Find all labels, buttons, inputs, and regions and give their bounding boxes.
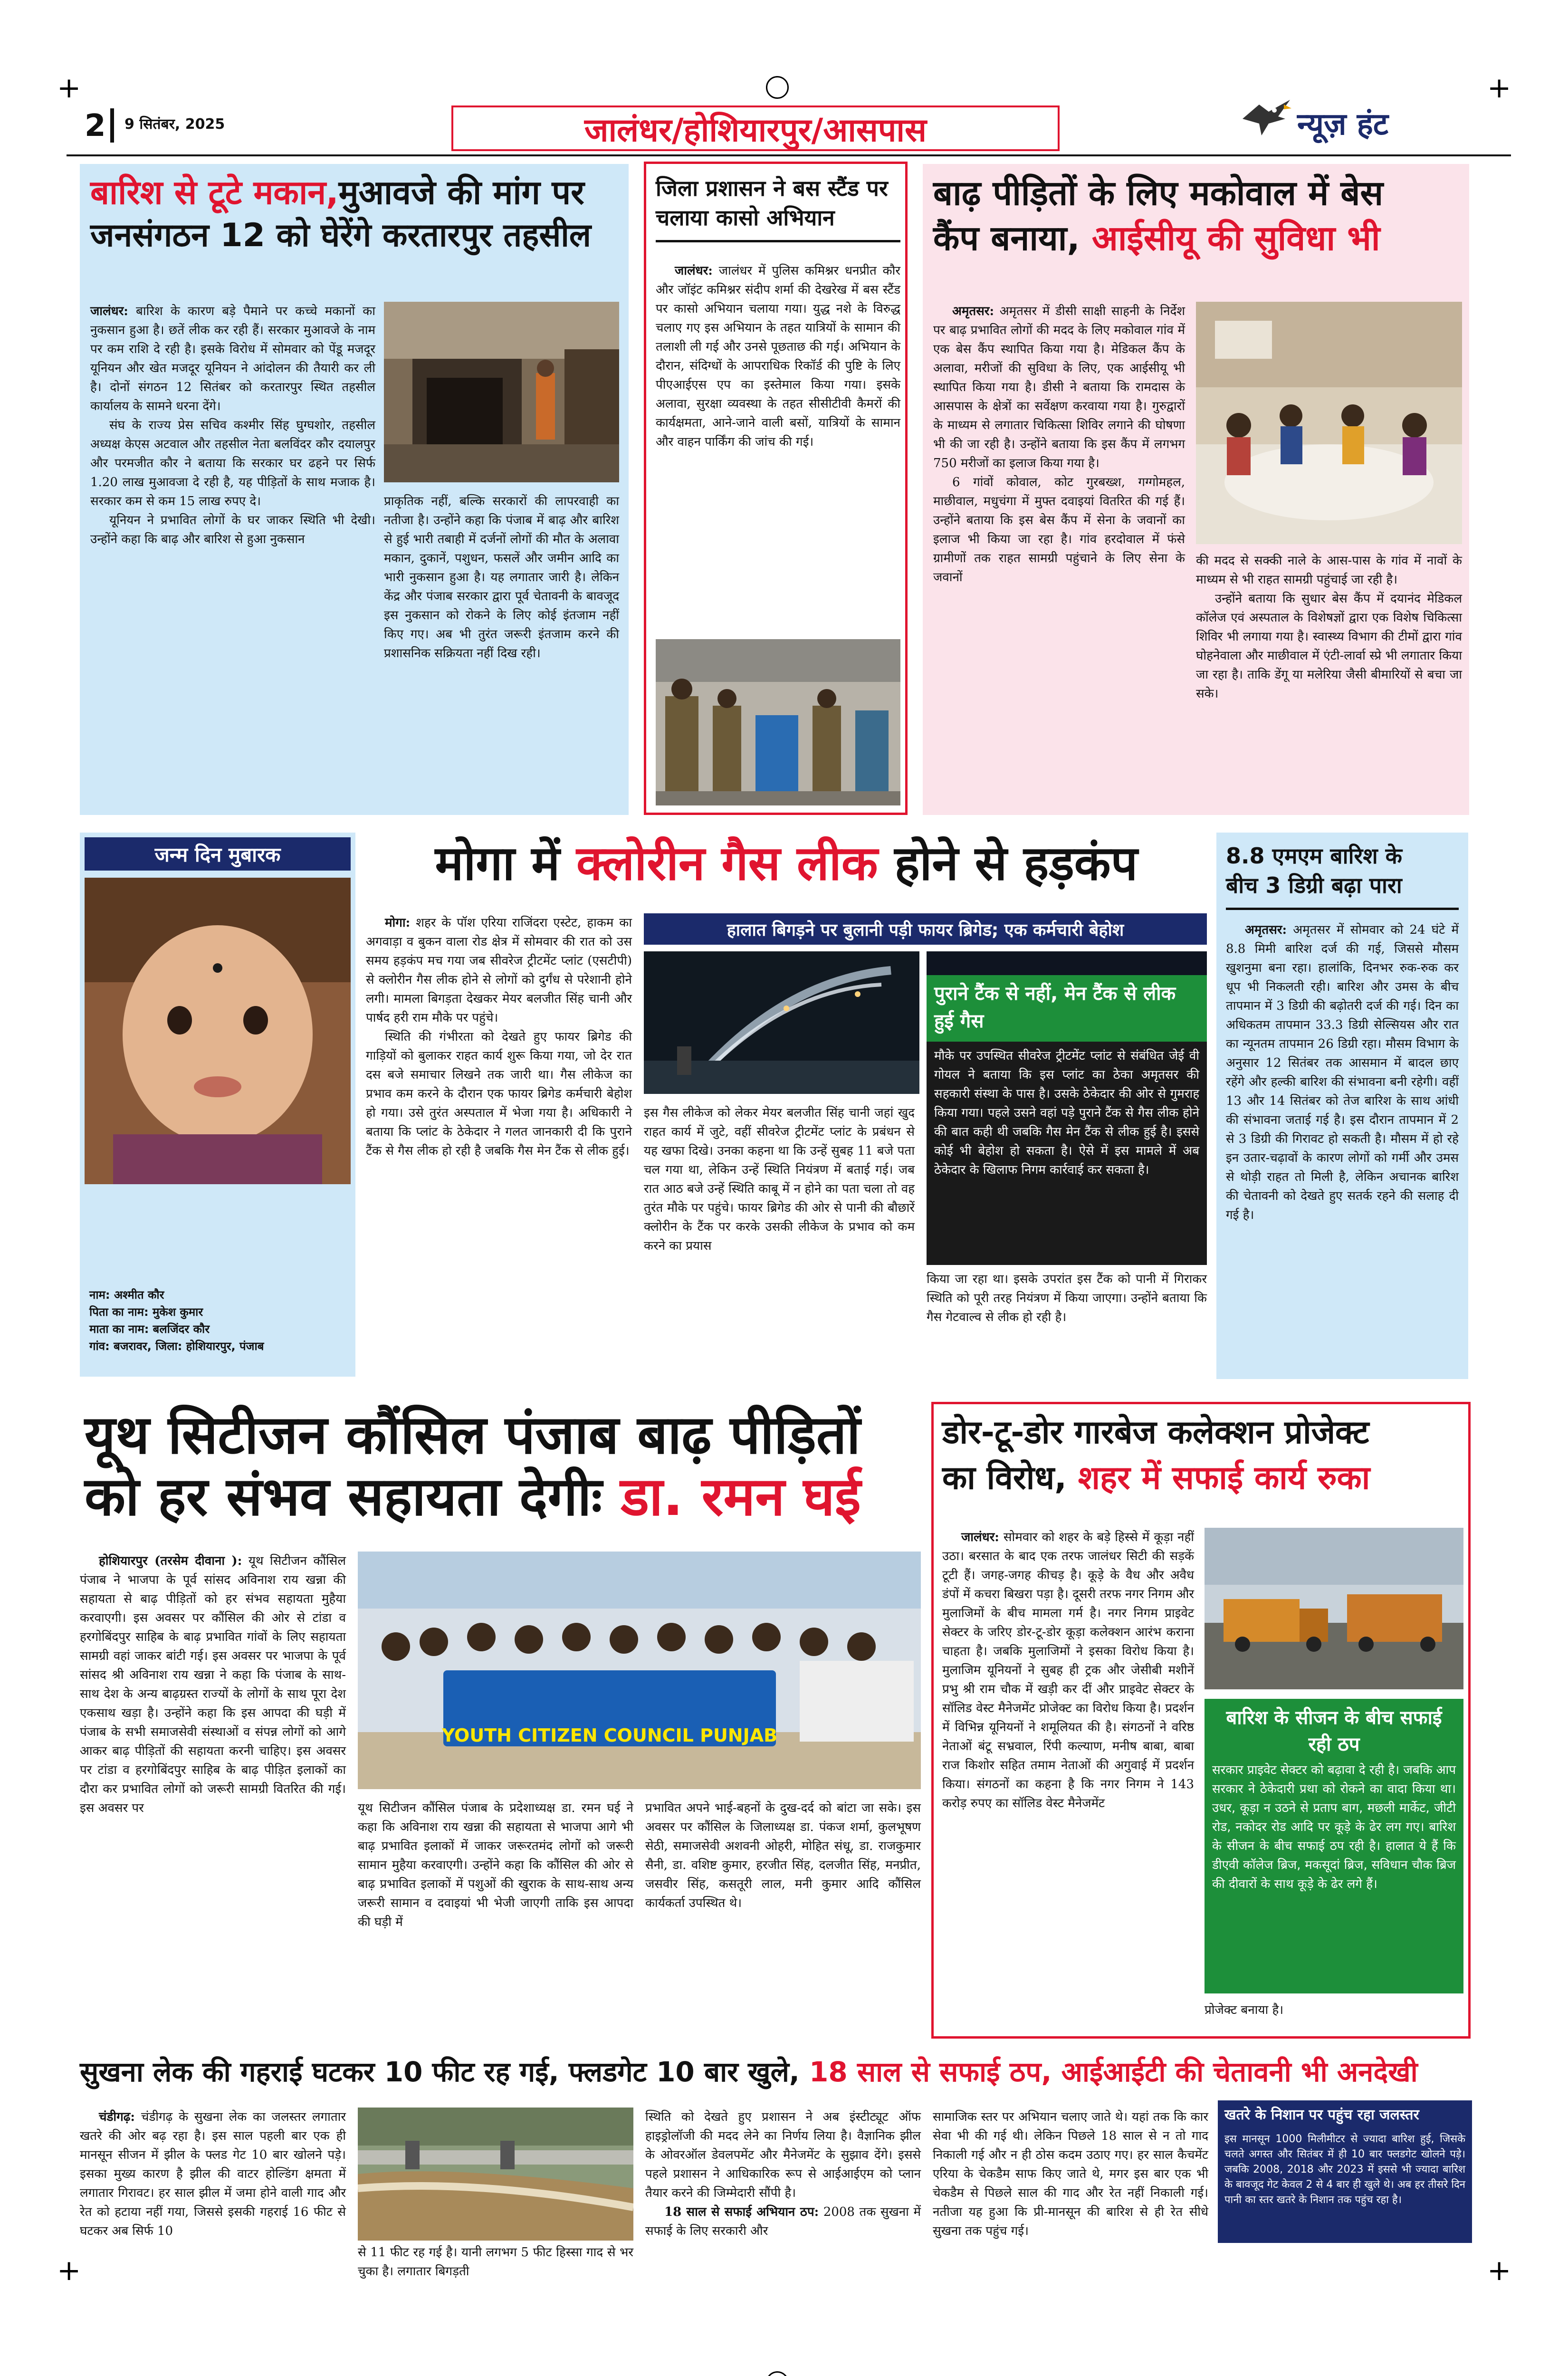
article-body [933,302,1185,587]
article-body [80,1552,346,1818]
registration-mark: + [57,71,81,105]
headline: बाढ़ पीड़ितों के लिए मकोवाल में बेस [933,173,1384,213]
article-body [1226,920,1459,1225]
article-body-2 [1196,551,1462,703]
paragraph: सामाजिक स्तर पर अभियान चलाए जाते थे। यहां तक कि कार सेवा भी की गई थी। लेकिन पिछले 18 साल से न तो गाद निकाली गई और न ही ठोस कदम उठाए गए। हर साल कैचमेंट एरिया के चेकडैम साफ किए जाते थे, मगर इस बार एक भी चेकडैम से पिछले साल की गाद और रेत नहीं निकाली गई। नतीजा यह हुआ कि प्री-मानसून की बारिश से ही रेत सीधे सुखना तक पहुंच गई। [933,2110,1208,2238]
paragraph: प्रभावित अपने भाई-बहनों के दुख-दर्द को बांटा जा सके। इस अवसर पर कौंसिल के जिलाध्यक्ष डा. पंकज शर्मा, कुलभूषण सेठी, समाजसेवी अशवनी ओहरी, मोहित संधू, डा. राजकुमार सैनी, डा. वशिष्ट कुमार, हरजीत सिंह, दलजीत सिंह, मनप्रीत, जसवीर सिंह, कसतूरी लाल, मनी कुमार आदि कौंसिल कार्यकर्ता उपस्थित थे। [645,1801,921,1910]
headline-line2: का विरोध, शहर में सफाई कार्य रुका [942,1459,1370,1497]
paragraph: स्थिति को देखते हुए प्रशासन ने अब इंस्टीट्यूट ऑफ हाइड्रोलॉजी की मदद लेने का निर्णय लिया है। वैज्ञानिक झील के ओवरऑल डेवलपमेंट और मैनेजमेंट के सुझाव देंगे। इससे पहले प्रशासन ने आधिकारिक रूप से आईआईएम को प्लान तैयार करने की जिम्मेदारी सौंपी है। [645,2110,921,2200]
article-makowal-camp [923,164,1469,815]
article-youth-council [80,1404,921,2036]
article-body [366,913,632,1160]
divider [1226,908,1459,910]
dateline: अमृतसर: [952,304,994,318]
article-body-2 [645,2108,921,2241]
svg-text:YOUTH CITIZEN COUNCIL PUNJAB: YOUTH CITIZEN COUNCIL PUNJAB [441,1725,778,1746]
paragraph: प्रोजेक्ट बनाया है। [1205,2003,1284,2017]
paragraph: इस गैस लीकेज को लेकर मेयर बलजीत सिंह चानी जहां खुद राहत कार्य में जुटे, वहीं सीवरेज ट्रीटमेंट प्लांट के प्रबंधन से यह खफा दिखे। उनका कहना था कि उन्हें सुबह 11 बजे पता चल गया था, लेकिन उन्हें स्थिति नियंत्रण में बताई गई। जब रात आठ बजे उन्हें स्थिति काबू में न होने का पता चला तो वह तुरंत मौके पर पहुंचे। फायर ब्रिगेड की ओर से पानी की बौछारें क्लोरीन के टैंक पर करके उसकी लीकेज के प्रभाव को कम करने का प्रयास [644,1106,915,1253]
brand-name: न्यूज़ हंट [1297,107,1389,142]
photo-sukhna-floodgate [358,2108,633,2241]
father-name: पिता का नाम: मुकेश कुमार [89,1305,203,1319]
article-garbage-protest [931,1402,1471,2039]
headline: सुखना लेक की गहराई घटकर 10 फीट रह गई, फ्लडगेट 10 बार खुले, 18 साल से सफाई ठप, आईआईटी की चेतावनी भी अनदेखी [80,2056,1418,2088]
dateline: जालंधर: [675,264,713,278]
headline-line2: कैंप बनाया, आईसीयू की सुविधा भी [933,218,1380,258]
article-kartarpur [80,164,629,815]
header-rule [67,154,1511,156]
photo-trucks-road [1205,1528,1463,1689]
sidebar-text: मौके पर उपस्थित सीवरेज ट्रीटमेंट प्लांट से संबंधित जेई वी गोयल ने बताया कि इस प्लांट का ठेका अमृतसर की सहकारी संस्था के पास है। उसके ठेकेदार की ओर से गुमराह किया गया। पहले उसने वहां पड़े पुराने टैंक से गैस लीक होने की बात कही थी जबकि गैस मेन टैंक से लीक हुई है। इससे कोई भी बेहोश हो सकता है। ऐसे में इस मामले में अब ठेकेदार के खिलाफ निगम कार्रवाई कर सकता है। [934,1049,1199,1177]
sidebar-title: बारिश के सीजन के बीच सफाई रही ठप [1226,1707,1442,1755]
headline: 8.8 एमएम बारिश के बीच 3 डिग्री बढ़ा पारा [1226,843,1402,898]
photo-police-bus-stand [656,639,900,805]
paragraph: शहर के पॉश एरिया राजिंदरा एस्टेट, हाकम का अगवाड़ा व बुकन वाला रोड क्षेत्र में सोमवार की रात को उस समय हड़कंप मच गया जब सीवरेज ट्रीटमेंट प्लांट (एसटीपी) से क्लोरीन गैस लीक होने से लोगों को दुर्गंध से परेशानी होने लगी। मामला बिगड़ता देखकर मेयर बलजीत सिंह चानी और पार्षद हरी राम मौके पर पहुंचे। [366,916,632,1025]
paragraph: जालंधर में पुलिस कमिश्नर धनप्रीत कौर और जॉइंट कमिश्नर संदीप शर्मा की देखरेख में बस स्टैंड पर कासो अभियान चलाया गया। युद्ध नशे के विरुद्ध चलाए गए इस अभियान के तहत यात्रियों के सामान की तलाशी ली गई और उनसे पूछताछ की गई। अभियान के दौरान, संदिग्धों के आपराधिक रिकॉर्ड की पुष्टि के लिए पीएआईएस एप का इस्तेमाल किया गया। इसके अलावा, सुरक्षा व्यवस्था के तहत सीसीटीवी कैमरों की कार्यक्षमता, आने-जाने वाली बसों, यात्रियों के सामान और वाहन पार्किंग की जांच की गई। [656,264,900,449]
paragraph: 2008 तक सुखना में सफाई के लिए सरकारी और [645,2205,921,2238]
paragraph: यूथ सिटीजन कौंसिल पंजाब ने भाजपा के पूर्व सांसद अविनाश राय खन्ना की सहायता से बाढ़ पीड़ितों को हर संभव सहायता मुहैया करवाएगी। इस अवसर पर कौंसिल की ओर से टांडा व हरगोबिंदपुर साहिब के बाढ़ प्रभावित गांवों के लिए सहायता सामग्री वहां जाकर बांटी गई। इस अवसर पर भाजपा के पूर्व सांसद श्री अविनाश राय खन्ना ने कहा कि पंजाब के साथ-साथ देश के अन्य बाढ़ग्रस्त राज्यों के लोगों के साथ पूरा देश एकसाथ खड़ा है। उन्होंने कहा कि इस आपदा की घड़ी में पंजाब के सभी समाजसेवी संस्थाओं व संपन्न लोगों को आगे आकर बाढ़ पीड़ितों की सहायता करनी चाहिए। इस अवसर पर टांडा व हरगोबिंदपुर साहिब के बाढ़ पीड़ित इलाकों का दौरा कर प्रभावित लोगों को जरूरी सामग्री वितरित की गई। इस अवसर पर [80,1554,346,1815]
photo-fire-brigade-night [644,951,919,1094]
registration-mark: + [1487,2254,1511,2287]
headline: डोर-टू-डोर गारबेज कलेक्शन प्रोजेक्ट [942,1414,1369,1451]
sidebar-box [927,975,1207,1265]
dateline: जालंधर: [90,304,128,318]
paragraph: यूथ सिटीजन कौंसिल पंजाब के प्रदेशाध्यक्ष डा. रमन घई ने कहा कि अविनाश राय खन्ना की सहायता से भाजपा आगे भी बाढ़ प्रभावित इलाकों में जाकर जरूरतमंद लोगों को जरूरी सामान मुहैया करवाएगी। उन्होंने कहा कि कौंसिल की ओर से बाढ़ प्रभावित इलाकों में पशुओं की खुराक के साथ-साथ अन्य जरूरी सामान व दवाइयां भी भेजी जाएगी ताकि इस आपदा की घड़ी में [358,1801,633,1929]
registration-mark: + [1487,71,1511,105]
divider [110,108,114,143]
headline: मोगा में क्लोरीन गैस लीक होने से हड़कंप [435,835,1138,891]
paragraph: बारिश के कारण बड़े पैमाने पर कच्चे मकानों का नुकसान हुआ है। छतें लीक कर रही हैं। सरकार मुआवजे के नाम पर कम राशि दे रही है। इसके विरोध में सोमवार को पेंडू मजदूर यूनियन और खेत मजदूर यूनियन ने आंदोलन की तैयारी कर ली है। दोनों संगठन 12 सितंबर को करतारपुर स्थित तहसील कार्यालय के सामने धरना देंगे। [90,304,375,413]
divider [656,240,900,242]
headline: बारिश से टूटे मकान,मुआवजे की मांग पर [90,173,584,212]
headline: यूथ सिटीजन कौंसिल पंजाब बाढ़ पीड़ितों [85,1404,860,1466]
article-moga-gas-leak [366,833,1207,1379]
subhead: 18 साल से सफाई अभियान ठप: [664,2205,819,2219]
paragraph: स्थिति की गंभीरता को देखते हुए फायर ब्रिगेड की गाड़ियों को बुलाकर राहत कार्य शुरू किया गया, जो देर रात दस बजे समाचार लिखने तक जारी था। गैस लीकेज का प्रभाव कम करने के दौरान एक फायर ब्रिगेड कर्मचारी बेहोश हो गया। उसे तुरंत अस्पताल में भेजा गया है। अधिकारी ने बताया कि प्लांट के ठेकेदार ने गलत जानकारी दी कि पुराने टैंक से गैस लीक हो रही है जबकि गैस मेन टैंक से लीक हुई। [366,1030,632,1158]
paragraph: की मदद से सक्की नाले के आस-पास के गांव में नावों के माध्यम से भी राहत सामग्री पहुंचाई जा रही है। [1196,554,1462,587]
paragraph: अमृतसर में सोमवार को 24 घंटे में 8.8 मिमी बारिश दर्ज की गई, जिससे मौसम खुशनुमा बना रहा। हालांकि, दिनभर रुक-रुक कर धूप भी निकलती रही। बारिश और उमस के बीच तापमान में 3 डिग्री की बढ़ोतरी दर्ज की गई। दिन का अधिकतम तापमान 33.3 डिग्री सेल्सियस और रात का न्यूनतम तापमान 26 डिग्री रहा। मौसम विभाग के अनुसार 12 सितंबर तक आसमान में बादल छाए रहेंगे और हल्की बारिश की संभावना बनी रहेगी। वहीं 13 और 14 सितंबर को तेज बारिश के साथ आंधी की संभावना जताई गई है। इस दौरान तापमान में 2 से 3 डिग्री की गिरावट हो सकती है। मौसम में हो रहे इन उतार-चढ़ावों के कारण लोगों को गर्मी और उमस से थोड़ी राहत तो मिली है, लेकिन अचानक बारिश की चेतावनी को देखते हुए सतर्क रहने की सलाह दी गई है। [1226,923,1459,1222]
paragraph: प्राकृतिक नहीं, बल्कि सरकारों की लापरवाही का नतीजा है। उन्होंने कहा कि पंजाब में बाढ़ और बारिश से हुई भारी तबाही में दर्जनों लोगों की मौत के अलावा मकान, दुकानें, पशुधन, फसलें और जमीन आदि का भारी नुकसान हुआ है। यह लगातार जारी है। लेकिन केंद्र और पंजाब सरकार द्वारा पूर्व चेतावनी के बावजूद इस नुकसान को रोकने के लिए कोई इंतजाम नहीं किए गए। अब भी तुरंत जरूरी इंतजाम करने की प्रशासनिक सक्रियता नहीं दिख रही। [384,494,619,661]
headline-line2: को हर संभव सहायता देगीः डा. रमन घई [85,1466,861,1528]
dateline: जालंधर: [961,1530,999,1544]
article-body [656,261,900,451]
dateline: होशियारपुर (तरसेम दीवाना ): [99,1554,242,1568]
article-body [90,302,375,549]
dateline: अमृतसर: [1245,923,1287,937]
village: गांव: बजरावर, जिला: होशियारपुर, पंजाब [89,1340,264,1353]
paragraph: यूनियन ने प्रभावित लोगों के घर जाकर स्थिति भी देखी। उन्होंने कहा कि बाढ़ और बारिश से हुआ नुकसान [90,513,375,546]
sidebar-title: खतरे के निशान पर पहुंच रहा जलस्तर [1224,2107,1419,2123]
sidebar-title: पुराने टैंक से नहीं, मेन टैंक से लीक हुई गैस [927,975,1207,1042]
photo-council-group [358,1552,921,1789]
dateline: मोगा: [385,916,411,930]
eagle-logo-icon [1240,90,1292,143]
paragraph: किया जा रहा था। इसके उपरांत इस टैंक को पानी में गिराकर स्थिति को पूरी तरह नियंत्रण में किया जाएगा। उन्होंने बताया कि गैस गेटवाल्व से लीक हो रही है। [927,1272,1207,1324]
mother-name: माता का नाम: बलजिंदर कौर [89,1322,210,1336]
child-name: नाम: अश्मीत कौर [89,1288,164,1302]
paragraph: उन्होंने बताया कि सुधार बेस कैंप में दयानंद मेडिकल कॉलेज एवं अस्पताल के विशेषज्ञों द्वारा एक विशेष चिकित्सा शिविर भी लगाया गया है। स्वास्थ्य विभाग की टीमों द्वारा गांव घोहनेवाला और माछीवाल में एंटी-लार्वा स्प्रे भी लगातार किया जा रहा है। ताकि डेंगू या मलेरिया जैसी बीमारियों से बचा जा सके। [1196,592,1462,701]
page-number: 2 [85,108,106,144]
article-caso-operation [644,162,908,815]
birthday-box [80,833,355,1377]
paragraph: से 11 फीट रह गई है। यानी लगभग 5 फीट हिस्सा गाद से भर चुका है। लगातार बिगड़ती [358,2245,633,2279]
sidebar-box [1205,1699,1463,1993]
paragraph: चंडीगढ़ के सुखना लेक का जलस्तर लगातार खतरे की ओर बढ़ रहा है। इस साल पहली बार एक ही मानसून सीजन में झील के फ्लड गेट 10 बार खोलने पड़े। इसका मुख्य कारण है झील की वाटर होल्डिंग क्षमता में लगातार गिरावट। हर साल झील में जमा होने वाली गाद और रेत को हटाया नहीं गया, जिससे इसकी गहराई 16 फीट से घटकर अब सिर्फ 10 [80,2110,346,2238]
paragraph: अमृतसर में डीसी साक्षी साहनी के निर्देश पर बाढ़ प्रभावित लोगों की मदद के लिए मकोवाल गांव में एक बेस कैंप स्थापित किया गया है। मेडिकल कैंप के अलावा, मरीजों की सुविधा के लिए, एक आईसीयू भी स्थापित किया गया है। डीसी ने बताया कि रामदास के आसपास के क्षेत्रों का सर्वेक्षण करवाया गया है। गुरुद्वारों के माध्यम से लगातार चिकित्सा शिविर लगाने की घोषणा भी की जा रही है। उन्होंने बताया कि इस कैंप में लगभग 750 मरीजों का इलाज किया गया है। [933,304,1186,470]
section-title: जालंधर/होशियारपुर/आसपास [451,105,1060,151]
issue-date: 9 सितंबर, 2025 [124,116,225,133]
article-body [80,2108,346,2241]
paragraph: 6 गांवों कोवाल, कोट गुरबख्श, गग्गोमहल, माछीवाल, मधुचंगा में मुफ्त दवाइयां वितरित की गई हैं। उन्होंने बताया कि इस बेस कैंप में सेना के जवानों का इलाज भी किया जा रहा है। गांव हरदोवाल में फंसे ग्रामीणों तक राहत सामग्री पहुंचाने के लिए सेना के जवानों [933,475,1185,584]
birthday-title: जन्म दिन मुबारक [85,837,351,871]
photo-baby [85,878,351,1184]
photo-base-camp-meeting [1196,302,1462,544]
photo-damaged-house [384,302,619,482]
paragraph: सोमवार को शहर के बड़े हिस्से में कूड़ा नहीं उठा। बरसात के बाद एक तरफ जालंधर सिटी की सड़कें टूटी हैं। जगह-जगह कीचड़ है। कूड़े के वैध और अवैध डंपों में कचरा बिखरा पड़ा है। दूसरी तरफ नगर निगम और मुलाजिमों के बीच मामला गर्म है। नगर निगम प्राइवेट सेक्टर के जरिए डोर-टू-डोर कूड़ा कलेक्शन आरंभ कराना चाहता है। जबकि मुलाजिमों ने इसका विरोध किया है। मुलाजिम यूनियनों ने सुबह ही ट्रक और जेसीबी मशीनें प्रभु श्री राम चौक में खड़ी कर दीं और प्राइवेट सेक्टर के सॉलिड वेस्ट मैनेजमेंट प्रोजेक्ट का विरोध किया है। प्रदर्शन में विभिन्न यूनियनों ने शमूलियत की है। संगठनों ने वरिष्ठ नेताओं बंटू सभ्रवाल, रिंपी कल्याण, मनीष बाबा, बाबा राज किशोर सहित तमाम नेताओं की अगुवाई में प्रदर्शन किया। संगठनों का कहना है कि नगर निगम ने 143 करोड़ रुपए का सॉलिड वेस्ट मैनेजमेंट [942,1530,1194,1811]
dateline: चंडीगढ़: [99,2110,135,2124]
article-sukhna-lake [80,2053,1472,2243]
birthday-details [89,1286,351,1355]
registration-mark: + [57,2254,81,2287]
sidebar-box [1218,2100,1472,2243]
headline-line2: जनसंगठन 12 को घेरेंगे करतारपुर तहसील [90,217,592,254]
sidebar-text: इस मानसून 1000 मिलीमीटर से ज्यादा बारिश हुई, जिसके चलते अगस्त और सितंबर में ही 10 बार फ्लडगेट खोलने पड़े। जबकि 2008, 2018 और 2023 में इससे भी ज्यादा बारिश के बावजूद गेट केवल 2 से 4 बार ही खुले थे। अब हर तीसरे दिन पानी का स्तर खतरे के निशान तक पहुंच रहा है। [1224,2133,1465,2206]
registration-circle [766,76,789,99]
subheadline: हालात बिगड़ने पर बुलानी पड़ी फायर ब्रिगेड; एक कर्मचारी बेहोश [644,913,1207,945]
article-body [942,1528,1194,1813]
headline: जिला प्रशासन ने बस स्टैंड पर चलाया कासो अभियान [656,175,888,230]
paragraph: संघ के राज्य प्रेस सचिव कश्मीर सिंह घुग्घशोर, तहसील अध्यक्ष केएस अटवाल और तहसील नेता बलविंदर कौर दयालपुर और परमजीत कौर ने बताया कि सरकार घर ढहने पर सिर्फ 1.20 लाख मुआवजा दे रही है, यह पीड़ितों के साथ मजाक है। सरकार कम से कम 15 लाख रुपए दे। [90,418,375,508]
registration-circle [766,2371,789,2376]
sidebar-text: सरकार प्राइवेट सेक्टर को बढ़ावा दे रही है। जबकि आप सरकार ने ठेकेदारी प्रथा को रोकने का वादा किया था। उधर, कूड़ा न उठने से प्रताप बाग, मछली मार्केट, जीटी रोड, नकोदर रोड आदि पर कूड़े के ढेर लग गए। बारिश के सीजन के बीच सफाई ठप रही है। हालात ये हैं कि डीएवी कॉलेज ब्रिज, मकसूदां ब्रिज, सविधान चौक ब्रिज की दीवारों के साथ कूड़े के ढेर लगे हैं। [1212,1763,1456,1891]
article-weather [1216,833,1468,1379]
